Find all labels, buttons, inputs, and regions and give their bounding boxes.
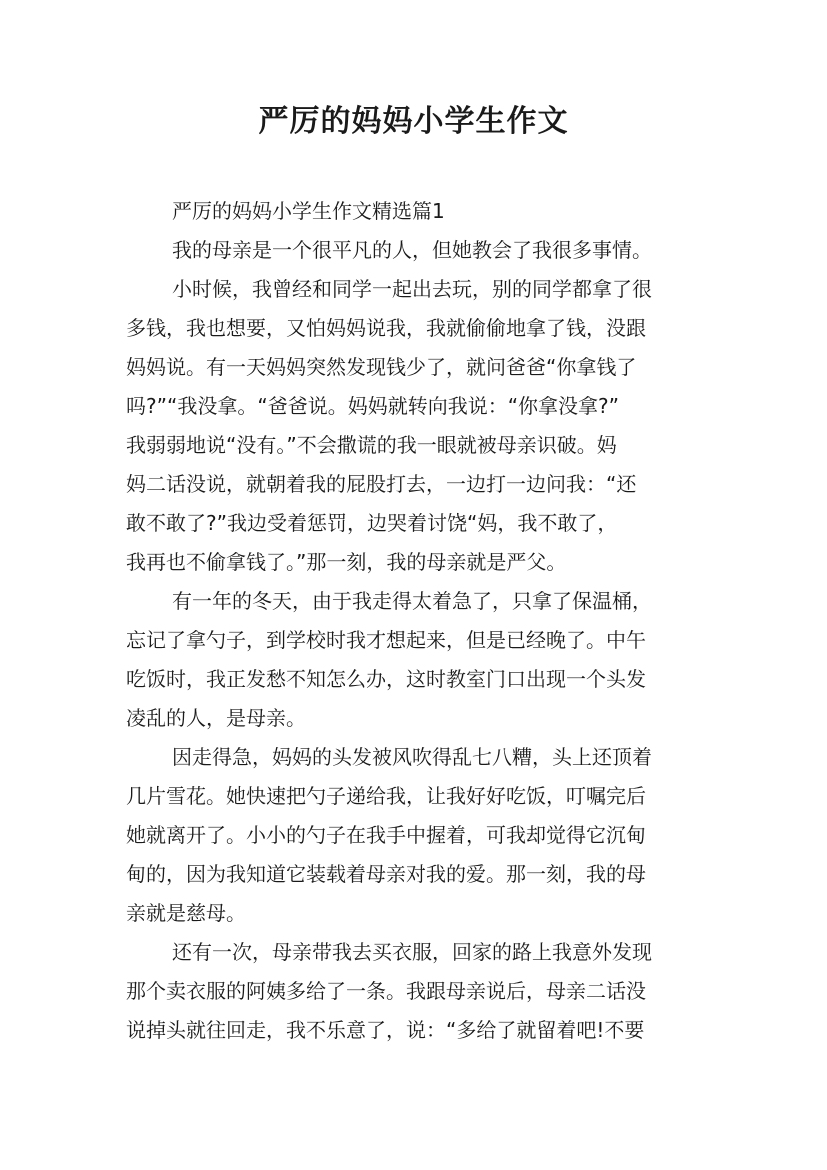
paragraph-lines [126,231,706,1050]
document-title: 严厉的妈妈小学生作文 [258,104,569,139]
text-line: 凌乱的人，是母亲。 [126,706,306,730]
text-line: 小时候，我曾经和同学一起出去玩，别的同学都拿了很 [172,277,652,301]
text-line: 多钱，我也想要，又怕妈妈说我，我就偷偷地拿了钱，没跟 [126,316,646,340]
text-line: 敢不敢了?”我边受着惩罚，边哭着讨饶“妈，我不敢了， [126,511,618,535]
text-line: 我再也不偷拿钱了。”那一刻，我的母亲就是严父。 [126,550,567,574]
text-line: 甸的，因为我知道它装载着母亲对我的爱。那一刻，我的母 [126,862,646,886]
text-line: 忘记了拿勺子，到学校时我才想起来，但是已经晚了。中午 [126,628,646,652]
text-line: 她就离开了。小小的勺子在我手中握着，可我却觉得它沉甸 [126,823,646,847]
text-line: 吗?”“我没拿。“爸爸说。妈妈就转向我说：“你拿没拿?” [126,394,620,418]
text-line: 亲就是慈母。 [126,901,246,925]
section-heading: 严厉的妈妈小学生作文精选篇1 [172,199,445,223]
text-line: 有一年的冬天，由于我走得太着急了，只拿了保温桶， [172,589,652,613]
text-line: 吃饭时，我正发愁不知怎么办，这时教室门口出现一个头发 [126,667,646,691]
text-line: 妈二话没说，就朝着我的屁股打去，一边打一边问我：“还 [126,472,637,496]
text-line: 因走得急，妈妈的头发被风吹得乱七八糟，头上还顶着 [172,745,652,769]
text-line: 几片雪花。她快速把勺子递给我，让我好好吃饭，叮嘱完后 [126,784,646,808]
document-body [126,192,706,1050]
text-line: 那个卖衣服的阿姨多给了一条。我跟母亲说后，母亲二话没 [126,979,646,1003]
text-line: 我弱弱地说“没有。”不会撒谎的我一眼就被母亲识破。妈 [126,433,617,457]
text-line: 还有一次，母亲带我去买衣服，回家的路上我意外发现 [172,940,652,964]
text-line: 我的母亲是一个很平凡的人，但她教会了我很多事情。 [172,238,652,262]
text-line: 说掉头就往回走，我不乐意了，说：“多给了就留着吧!不要 [126,1018,645,1042]
text-line: 妈妈说。有一天妈妈突然发现钱少了，就问爸爸“你拿钱了 [126,355,637,379]
